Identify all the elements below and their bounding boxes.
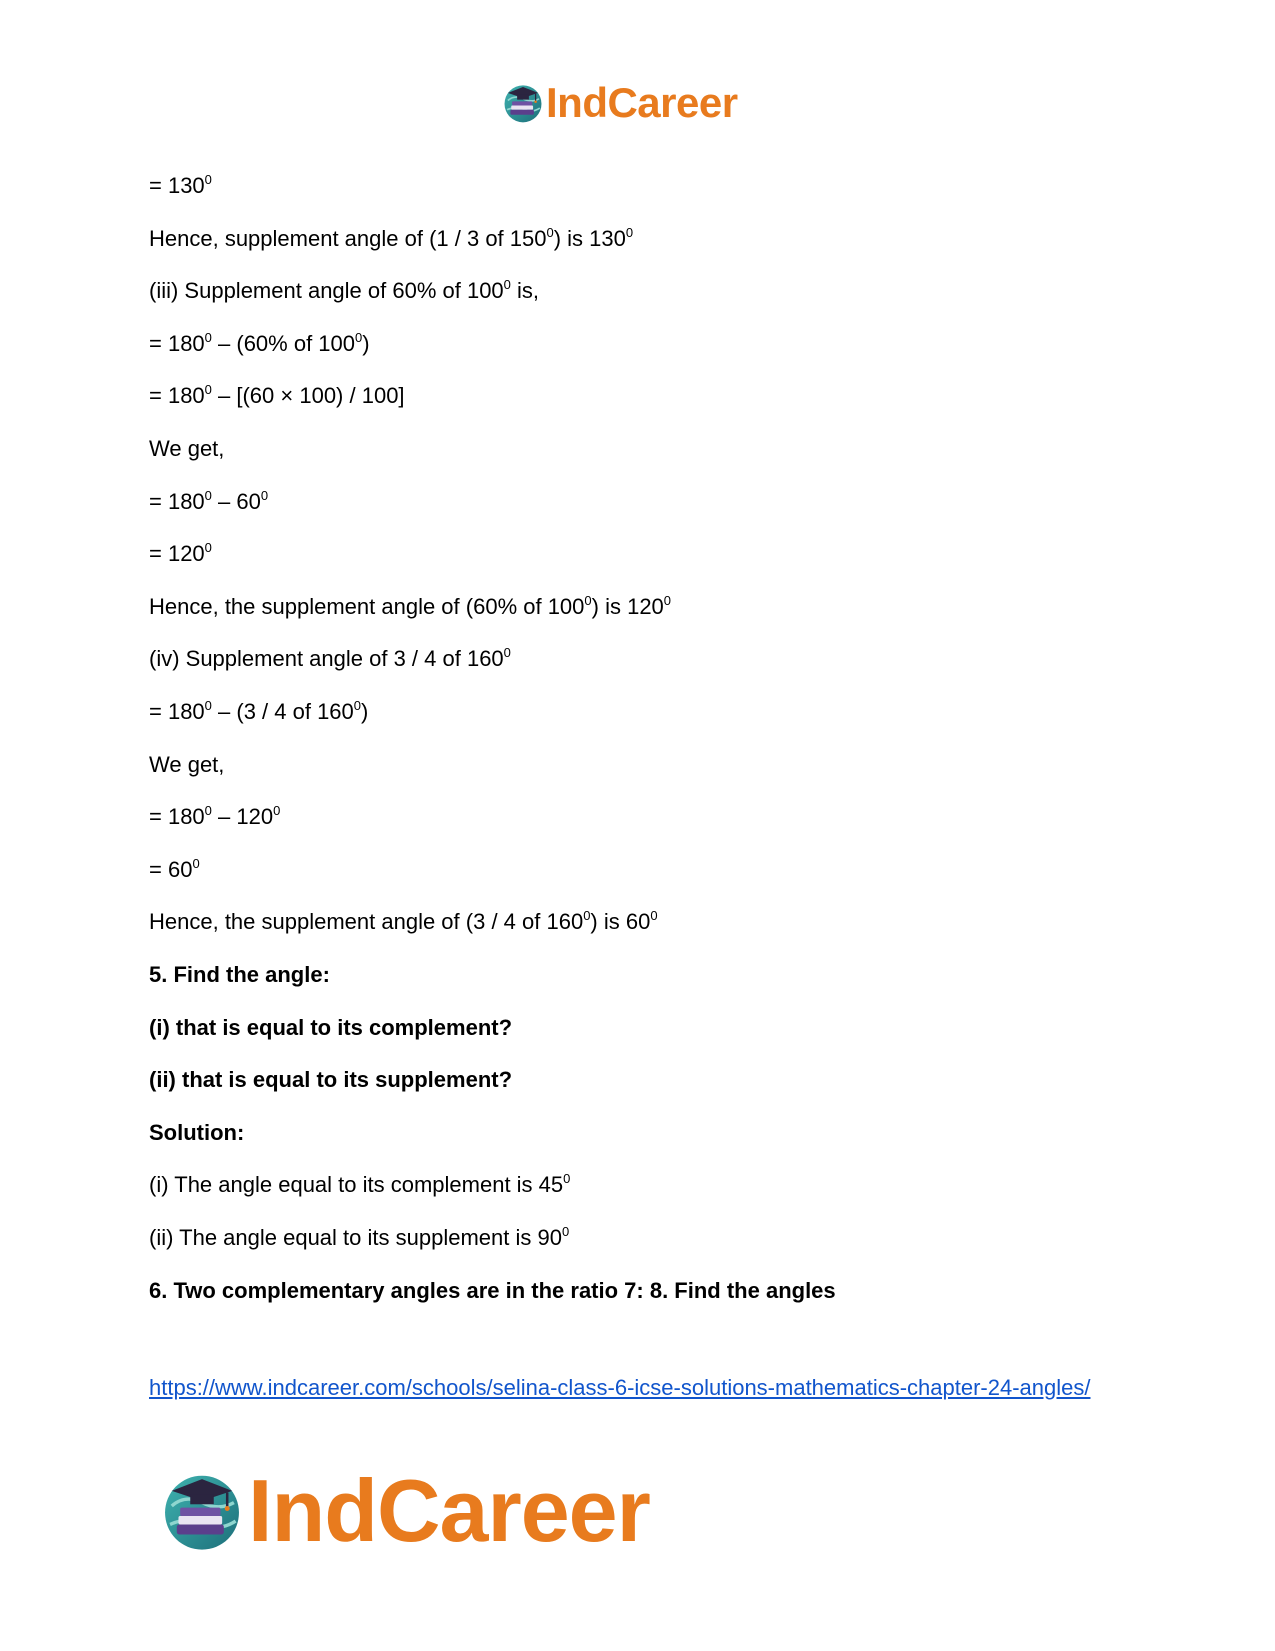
degree-superscript: 0 <box>561 1224 570 1239</box>
solution-line <box>149 277 539 305</box>
solution-line <box>149 1224 569 1252</box>
text-run: ) is 120 <box>591 593 664 619</box>
text-run: ) <box>361 699 369 724</box>
solution-line <box>149 172 212 200</box>
degree-superscript: 0 <box>204 487 212 503</box>
degree-superscript: 0 <box>503 645 511 661</box>
solution-line <box>149 698 368 726</box>
text-run: – 60 <box>211 488 261 514</box>
degree-superscript: 0 <box>273 803 281 819</box>
solution-line <box>149 856 200 884</box>
text-run: – (60% of 100 <box>211 330 356 356</box>
text-run: (ii) that is equal to its supplement? <box>149 1067 513 1093</box>
text-run: (i) The angle equal to its complement is 45 <box>149 1172 564 1198</box>
degree-superscript: 0 <box>204 172 212 187</box>
text-run: Solution: <box>149 1119 245 1145</box>
text-run: 5. Find the angle: <box>149 962 330 987</box>
question-line <box>149 1066 512 1094</box>
solution-line <box>149 330 370 358</box>
degree-superscript: 0 <box>625 224 634 240</box>
degree-superscript: 0 <box>584 592 592 608</box>
text-run: = 180 <box>149 804 205 830</box>
solution-line <box>149 488 268 516</box>
degree-superscript: 0 <box>546 224 554 240</box>
brand-name-large: IndCareer <box>248 1461 650 1560</box>
degree-superscript: 0 <box>204 698 212 713</box>
text-run: = 120 <box>149 541 205 567</box>
text-run: Hence, supplement angle of (1 / 3 of 150 <box>149 225 547 251</box>
text-run: = 180 <box>149 488 205 514</box>
solution-line <box>149 908 658 936</box>
source-link[interactable]: https://www.indcareer.com/schools/selina-class-6-icse-solutions-mathematics-chapter-24-angles/ <box>149 1375 1091 1400</box>
degree-superscript: 0 <box>663 592 672 608</box>
text-run: (ii) The angle equal to its supplement is 90 <box>149 1225 562 1250</box>
text-run: = 180 <box>149 330 205 356</box>
text-run: = 130 <box>149 173 205 198</box>
solution-line <box>149 225 633 253</box>
text-run: (iv) Supplement angle of 3 / 4 of 160 <box>149 646 504 672</box>
degree-superscript: 0 <box>583 908 591 924</box>
text-run: Hence, the supplement angle of (60% of 100 <box>149 593 585 619</box>
text-run: – (3 / 4 of 160 <box>211 699 354 724</box>
text-run: We get, <box>149 436 225 461</box>
solution-line <box>149 1171 570 1199</box>
degree-superscript: 0 <box>503 277 511 293</box>
brand-name: IndCareer <box>546 79 738 126</box>
text-run: ) is 60 <box>590 909 651 935</box>
header-logo <box>502 80 738 126</box>
solution-line <box>149 382 405 410</box>
degree-superscript: 0 <box>355 329 363 345</box>
text-run: (i) that is equal to its complement? <box>149 1014 513 1040</box>
text-run: = 180 <box>149 699 205 724</box>
graduation-cap-globe-icon <box>502 82 544 124</box>
degree-superscript: 0 <box>353 698 362 713</box>
degree-superscript: 0 <box>204 329 212 345</box>
footer-logo <box>160 1461 650 1560</box>
text-run: ) is 130 <box>553 225 626 251</box>
question-line <box>149 1119 244 1147</box>
degree-superscript: 0 <box>204 382 212 398</box>
degree-superscript: 0 <box>650 908 658 924</box>
solution-line <box>149 645 511 673</box>
text-run: is, <box>510 278 540 304</box>
question-line <box>149 961 330 989</box>
graduation-cap-globe-icon <box>160 1469 244 1553</box>
solution-line <box>149 540 212 568</box>
text-run: – 120 <box>211 804 274 830</box>
degree-superscript: 0 <box>260 487 269 503</box>
solution-line <box>149 751 224 779</box>
text-run: – [(60 × 100) / 100] <box>211 383 405 409</box>
degree-superscript: 0 <box>563 1171 571 1187</box>
text-run: ) <box>362 330 370 356</box>
text-run: 6. Two complementary angles are in the ratio 7: 8. Find the angles <box>149 1277 836 1303</box>
degree-superscript: 0 <box>192 855 200 871</box>
degree-superscript: 0 <box>204 803 212 819</box>
question-line <box>149 1277 836 1305</box>
solution-line <box>149 593 671 621</box>
text-run: = 180 <box>149 383 205 409</box>
solution-line <box>149 803 280 831</box>
text-run: (iii) Supplement angle of 60% of 100 <box>149 278 504 304</box>
text-run: We get, <box>149 751 225 777</box>
solution-line <box>149 435 224 463</box>
question-line <box>149 1014 512 1042</box>
degree-superscript: 0 <box>204 540 212 556</box>
text-run: = 60 <box>149 856 193 882</box>
text-run: Hence, the supplement angle of (3 / 4 of 160 <box>149 909 584 935</box>
